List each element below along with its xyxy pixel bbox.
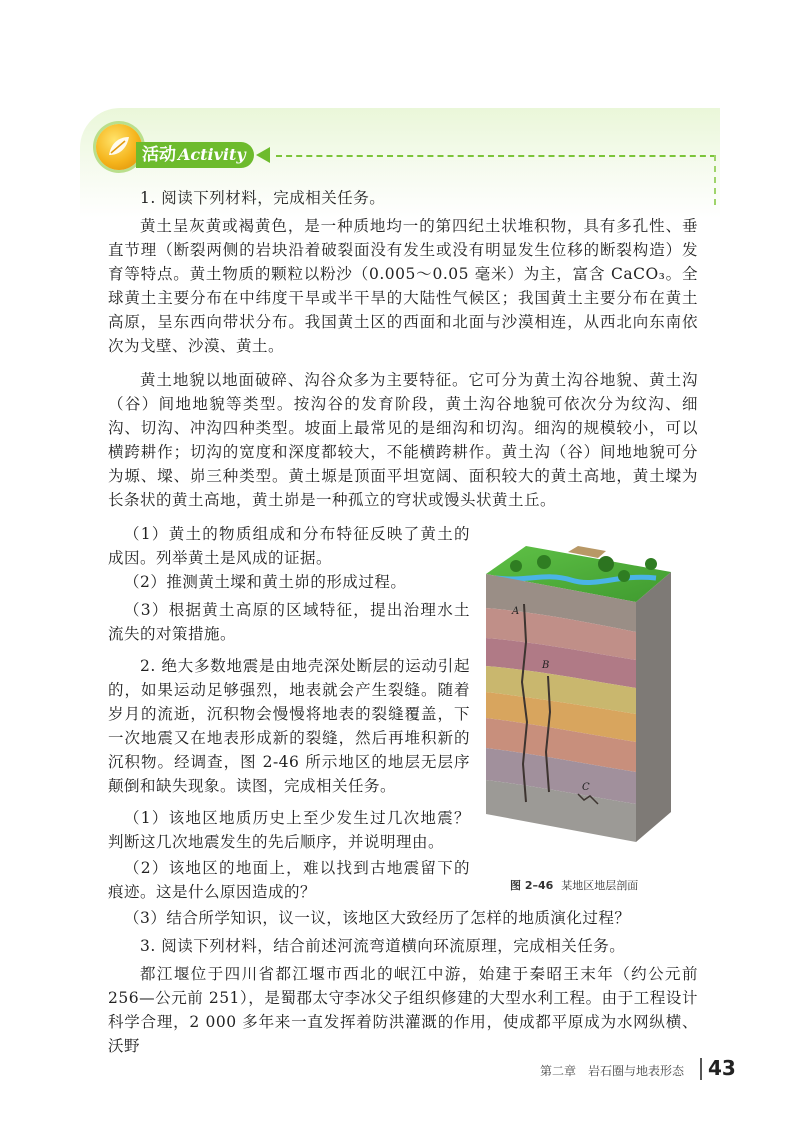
footer-divider [700, 1058, 702, 1080]
label-c: C [582, 782, 590, 793]
activity-label-en: Activity [178, 145, 246, 164]
task-3-heading: 3. 阅读下列材料，结合前述河流弯道横向环流原理，完成相关任务。 [140, 937, 626, 955]
task-2-paragraph: 2. 绝大多数地震是由地壳深处断层的运动引起的，如果运动足够强烈，地表就会产生裂缝。随着岁月的流逝，沉积物会慢慢将地表的裂缝覆盖，下一次地震又在地表形成新的裂缝，然后再堆积新的沉积物。经调查，图 2-46 所示地区的地层无层序颠倒和缺失现象。读图，完成相关任务。 [108, 657, 470, 795]
activity-dashed-rule [276, 155, 716, 157]
activity-label [136, 142, 254, 168]
activity-label-cn: 活动 [142, 145, 176, 165]
dujiangyan-paragraph: 都江堰位于四川省都江堰市西北的岷江中游，始建于秦昭王末年（约公元前 256—公元前 251），是蜀郡太守李冰父子组织修建的大型水利工程。由于工程设计科学合理，2 000 多年来一直发挥着防洪灌溉的作用，使成都平原成为水网纵横、沃野 [108, 965, 698, 1055]
task-2-question-2: （2）该地区的地面上，难以找到古地震留下的痕迹。这是什么原因造成的？ [108, 859, 470, 901]
page-number: 43 [708, 1056, 736, 1080]
chapter-title: 第二章 岩石圈与地表形态 [540, 1064, 685, 1078]
strata-cross-section-figure [486, 542, 676, 848]
task-2-question-3: （3）结合所学知识，议一议，该地区大致经历了怎样的地质演化过程？ [124, 909, 631, 927]
figure-title: 某地区地层剖面 [561, 879, 639, 892]
task-1-question-2: （2）推测黄土墚和黄土峁的形成过程。 [124, 573, 407, 591]
activity-dashed-rule-end [714, 155, 716, 205]
loess-material-paragraph: 黄土呈灰黄或褐黄色，是一种质地均一的第四纪土状堆积物，具有多孔性、垂直节理（断裂两侧的岩块沿着破裂面没有发生或没有明显发生位移的断裂构造）发育等特点。黄土物质的颗粒以粉沙（0.005～0.05 毫米）为主，富含 CaCO₃。全球黄土主要分布在中纬度干旱或半干旱的大陆性气候区；我国黄土主要分布在黄土高原，呈东西向带状分布。我国黄土区的西面和北面与沙漠相连，从西北向东南依次为戈壁、沙漠、黄土。 [108, 217, 698, 355]
task-2-question-1: （1）该地区地质历史上至少发生过几次地震？判断这几次地震发生的先后顺序，并说明理由。 [108, 809, 470, 851]
loess-landform-paragraph: 黄土地貌以地面破碎、沟谷众多为主要特征。它可分为黄土沟谷地貌、黄土沟（谷）间地地貌等类型。按沟谷的发育阶段，黄土沟谷地貌可依次分为纹沟、细沟、切沟、冲沟四种类型。坡面上最常见的是细沟和切沟。细沟的规模较小，可以横跨耕作；切沟的宽度和深度都较大，不能横跨耕作。黄土沟（谷）间地地貌可分为塬、墚、峁三种类型。黄土塬是顶面平坦宽阔、面积较大的黄土高地，黄土墚为长条状的黄土高地，黄土峁是一种孤立的穹状或馒头状黄土丘。 [108, 371, 698, 509]
strata-layers [486, 574, 636, 842]
figure-caption [510, 877, 690, 893]
task-1-question-3: （3）根据黄土高原的区域特征，提出治理水土流失的对策措施。 [108, 601, 470, 643]
figure-number: 图 2–46 [510, 879, 554, 892]
label-a: A [512, 606, 520, 617]
task-1-question-1: （1）黄土的物质组成和分布特征反映了黄土的成因。列举黄土是风成的证据。 [108, 525, 470, 567]
label-b: B [542, 660, 550, 671]
task-1-heading: 1. 阅读下列材料，完成相关任务。 [140, 189, 386, 207]
activity-arrow [256, 147, 270, 163]
